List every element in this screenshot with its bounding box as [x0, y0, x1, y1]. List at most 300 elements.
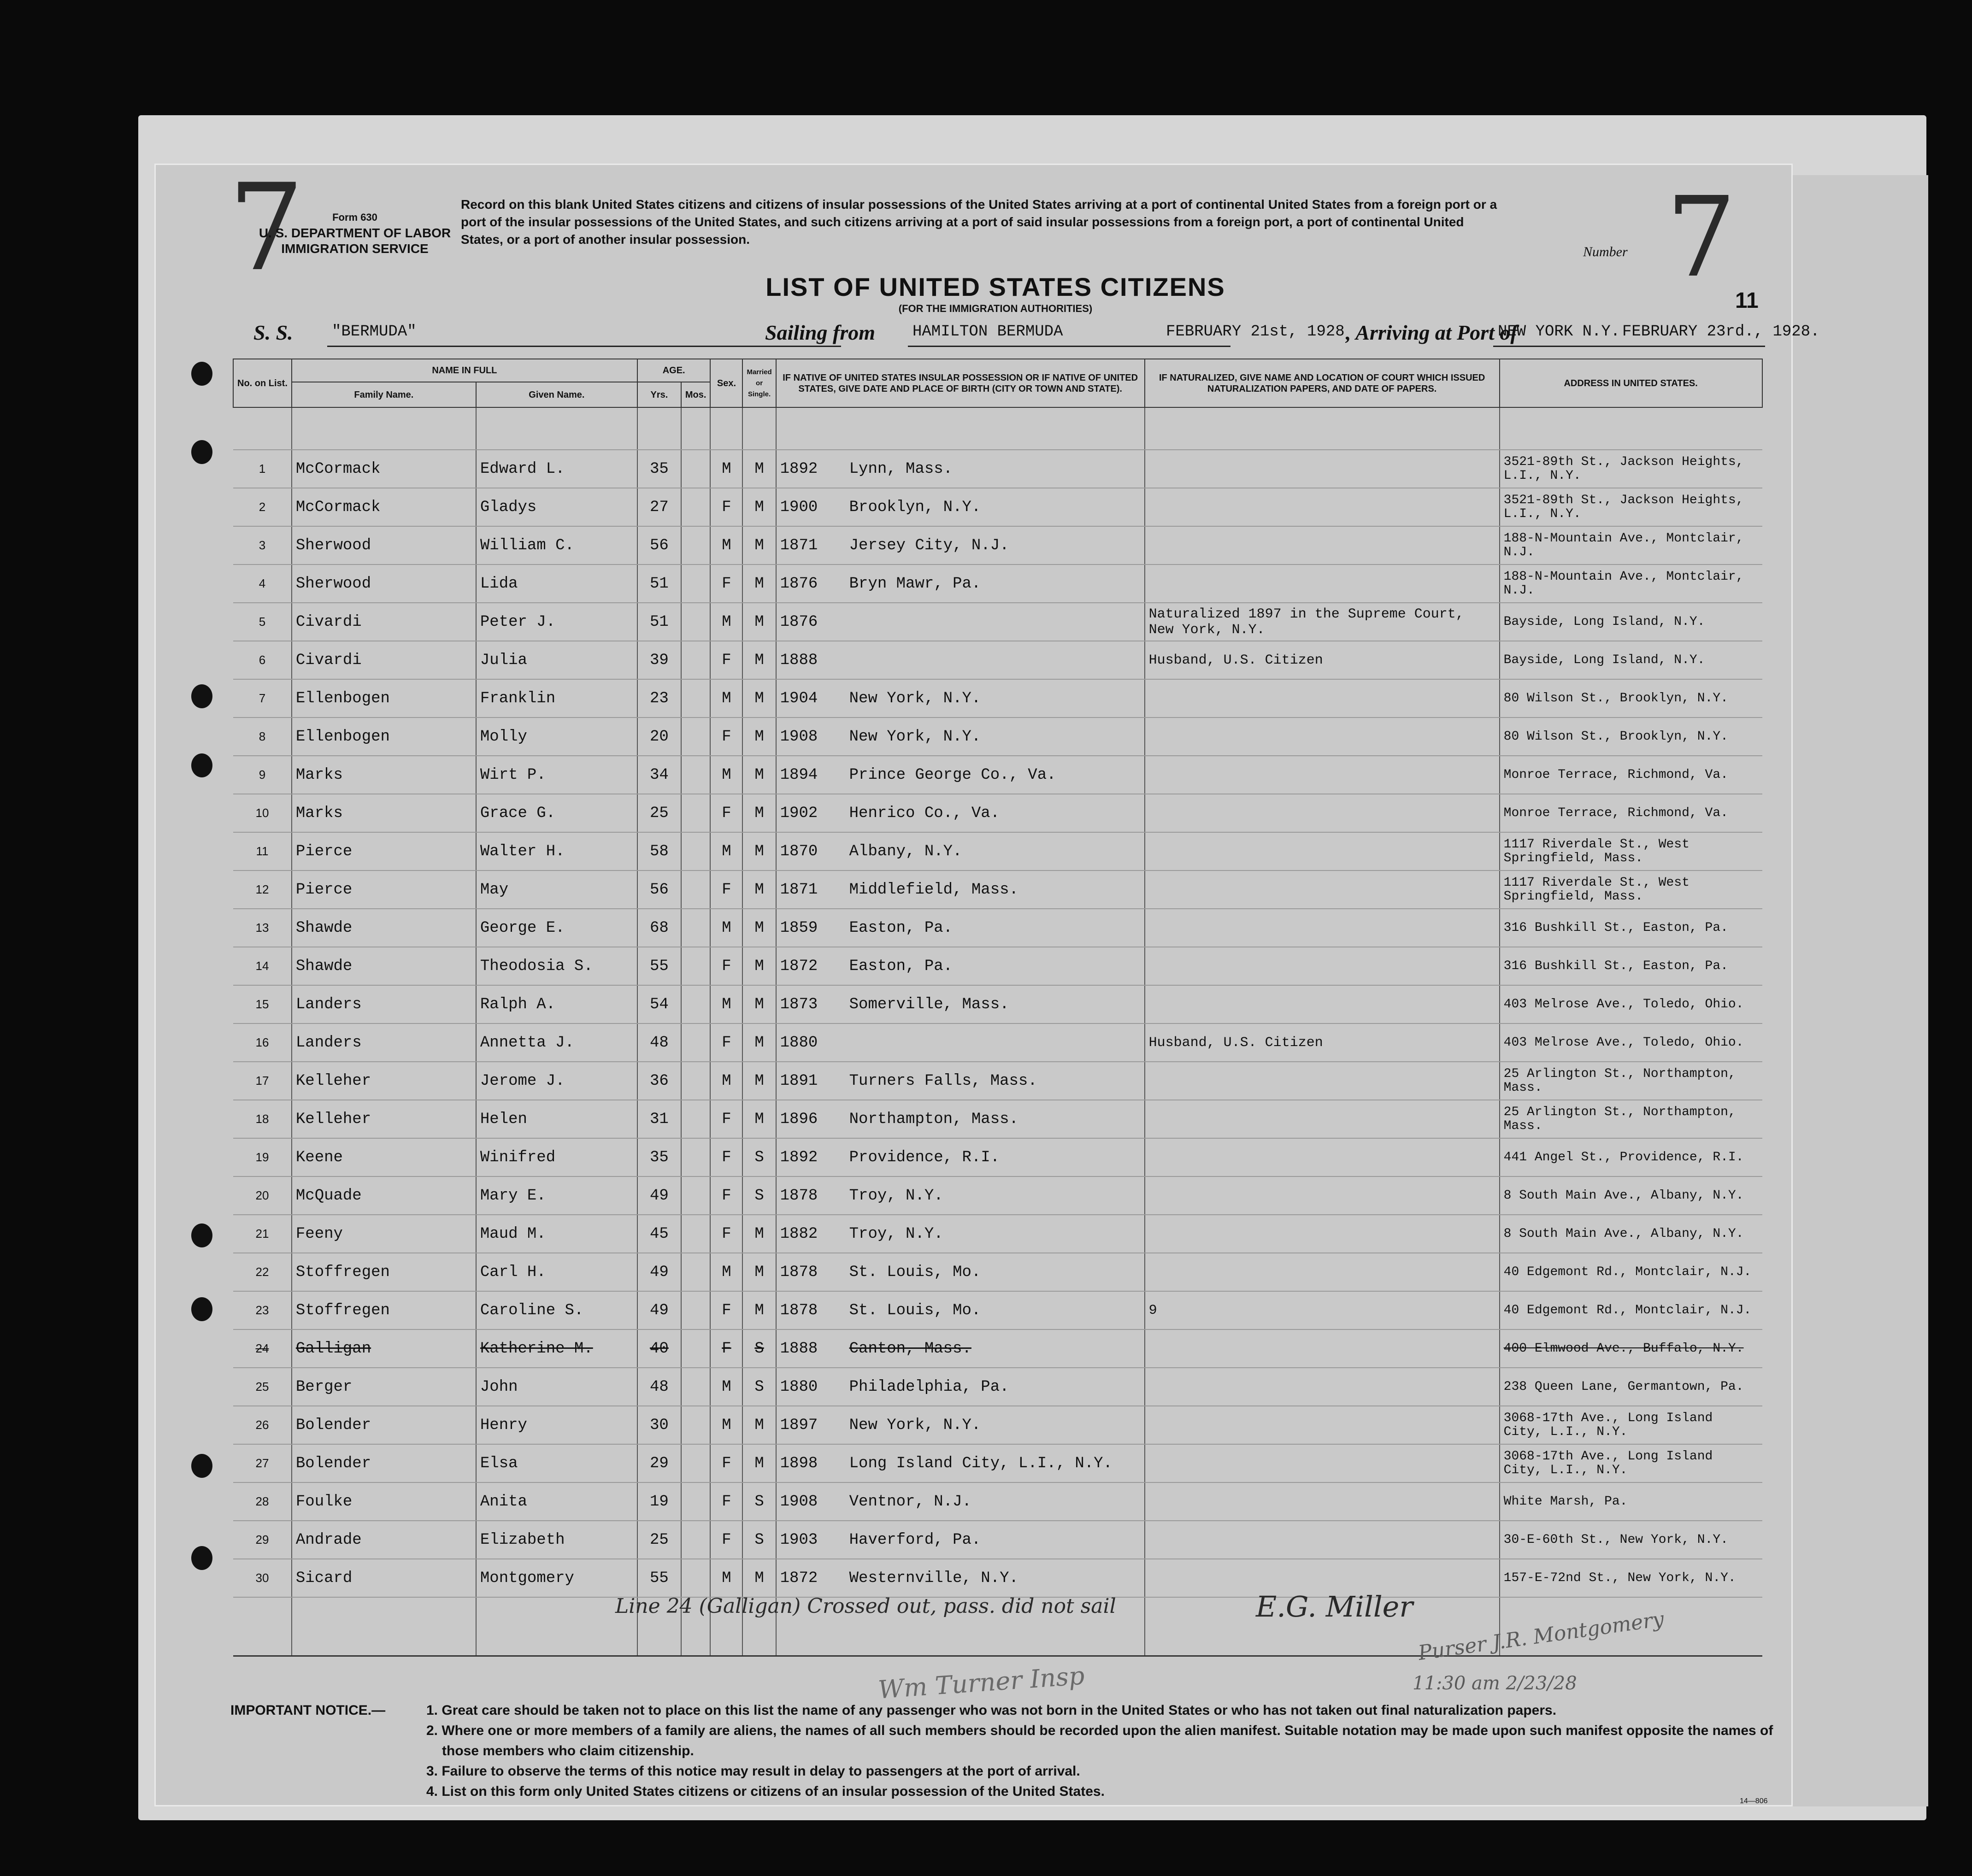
- cell-birth: [776, 756, 1145, 794]
- cell-ms: M: [742, 1023, 776, 1062]
- cell-yrs: 25: [637, 794, 681, 832]
- cell-yrs: 68: [637, 909, 681, 947]
- birth-place: Easton, Pa.: [849, 919, 953, 937]
- cell-sex: M: [710, 1253, 742, 1291]
- cell-yrs: 56: [637, 526, 681, 565]
- cell-no: 26: [233, 1406, 292, 1444]
- birth-year: 1898: [780, 1454, 818, 1472]
- page-title: LIST OF UNITED STATES CITIZENS: [765, 272, 1225, 301]
- cell-ms: M: [742, 1444, 776, 1482]
- cell-family: Civardi: [292, 641, 476, 679]
- cell-no: 7: [233, 679, 292, 717]
- cell-addr: 403 Melrose Ave., Toledo, Ohio.: [1500, 1023, 1762, 1062]
- col-sex: Sex.: [710, 359, 742, 407]
- cell-sex: M: [710, 1559, 742, 1597]
- cell-family: Shawde: [292, 909, 476, 947]
- cell-sex: M: [710, 832, 742, 870]
- cell-ms: M: [742, 832, 776, 870]
- cell-nat: 9: [1145, 1291, 1500, 1329]
- cell-addr: 40 Edgemont Rd., Montclair, N.J.: [1500, 1291, 1762, 1329]
- cell-ms: M: [742, 450, 776, 488]
- cell-sex: F: [710, 1291, 742, 1329]
- cell-birth: [776, 450, 1145, 488]
- cell-nat: [1145, 1482, 1500, 1521]
- cell-ms: M: [742, 679, 776, 717]
- cell-addr: 40 Edgemont Rd., Montclair, N.J.: [1500, 1253, 1762, 1291]
- table-row: [233, 526, 1762, 565]
- cell-no: 9: [233, 756, 292, 794]
- cell-addr: Monroe Terrace, Richmond, Va.: [1500, 794, 1762, 832]
- cell-yrs: 20: [637, 717, 681, 756]
- birth-year: 1873: [780, 995, 818, 1013]
- cell-no: 28: [233, 1482, 292, 1521]
- cell-no: 12: [233, 870, 292, 909]
- form-header: [228, 210, 482, 257]
- cell-family: Marks: [292, 794, 476, 832]
- cell-family: Landers: [292, 1023, 476, 1062]
- table-row: [233, 1521, 1762, 1559]
- cell-mos: [681, 488, 711, 526]
- cell-given: Helen: [476, 1100, 637, 1138]
- birth-year: 1880: [780, 1034, 818, 1052]
- birth-place: Westernville, N.Y.: [849, 1569, 1018, 1587]
- birth-year: 1871: [780, 881, 818, 899]
- col-address: ADDRESS IN UNITED STATES.: [1500, 359, 1762, 407]
- cell-addr: 3521-89th St., Jackson Heights, L.I., N.Y.: [1500, 450, 1762, 488]
- cell-addr: 1117 Riverdale St., West Springfield, Mass.: [1500, 870, 1762, 909]
- punch-hole: [191, 1454, 212, 1478]
- cell-ms: M: [742, 1406, 776, 1444]
- cell-mos: [681, 1253, 711, 1291]
- cell-addr: 1117 Riverdale St., West Springfield, Mass.: [1500, 832, 1762, 870]
- signature-miller: E.G. Miller: [1256, 1590, 1413, 1623]
- cell-family: McCormack: [292, 450, 476, 488]
- table-row: [233, 1368, 1762, 1406]
- cell-birth: [776, 1023, 1145, 1062]
- cell-ms: M: [742, 603, 776, 641]
- col-yrs: Yrs.: [637, 382, 681, 407]
- col-no: No. on List.: [233, 359, 292, 407]
- cell-nat: [1145, 526, 1500, 565]
- cell-sex: M: [710, 1062, 742, 1100]
- table-row: [233, 641, 1762, 679]
- ship-name: "BERMUDA": [332, 323, 417, 341]
- punch-hole: [191, 753, 212, 777]
- cell-birth: [776, 1368, 1145, 1406]
- cell-birth: [776, 1329, 1145, 1368]
- col-family-name: Family Name.: [292, 382, 476, 407]
- cell-nat: [1145, 1215, 1500, 1253]
- cell-no: 14: [233, 947, 292, 985]
- cell-family: McCormack: [292, 488, 476, 526]
- cell-family: Stoffregen: [292, 1291, 476, 1329]
- cell-ms: M: [742, 1253, 776, 1291]
- cell-sex: M: [710, 1406, 742, 1444]
- cell-family: Sherwood: [292, 526, 476, 565]
- punch-hole: [191, 440, 212, 464]
- cell-nat: [1145, 756, 1500, 794]
- cell-sex: F: [710, 641, 742, 679]
- cell-sex: F: [710, 1100, 742, 1138]
- cell-addr: 3521-89th St., Jackson Heights, L.I., N.Y.: [1500, 488, 1762, 526]
- cell-ms: M: [742, 641, 776, 679]
- cell-yrs: 27: [637, 488, 681, 526]
- birth-year: 1897: [780, 1416, 818, 1434]
- table-row: [233, 1406, 1762, 1444]
- birth-year: 1872: [780, 1569, 818, 1587]
- number-label: Number: [1583, 244, 1628, 259]
- cell-mos: [681, 870, 711, 909]
- form-number: Form 630: [332, 212, 377, 223]
- cell-no: 24: [233, 1329, 292, 1368]
- cell-sex: M: [710, 526, 742, 565]
- cell-mos: [681, 641, 711, 679]
- cell-no: 11: [233, 832, 292, 870]
- cell-family: Ellenbogen: [292, 679, 476, 717]
- cell-addr: 3068-17th Ave., Long Island City, L.I., N.Y.: [1500, 1444, 1762, 1482]
- cell-nat: [1145, 1062, 1500, 1100]
- cell-given: Julia: [476, 641, 637, 679]
- birth-year: 1870: [780, 842, 818, 860]
- sailing-date: FEBRUARY 21st, 1928: [1166, 323, 1345, 341]
- birth-place: Troy, N.Y.: [849, 1225, 943, 1243]
- cell-given: Henry: [476, 1406, 637, 1444]
- cell-ms: S: [742, 1176, 776, 1215]
- cell-addr: 157-E-72nd St., New York, N.Y.: [1500, 1559, 1762, 1597]
- cell-nat: [1145, 947, 1500, 985]
- cell-sex: F: [710, 1521, 742, 1559]
- birth-year: 1892: [780, 1148, 818, 1166]
- cell-family: Kelleher: [292, 1100, 476, 1138]
- cell-family: Pierce: [292, 870, 476, 909]
- cell-sex: M: [710, 450, 742, 488]
- cell-addr: 25 Arlington St., Northampton, Mass.: [1500, 1100, 1762, 1138]
- cell-birth: [776, 1062, 1145, 1100]
- arriving-label: , Arriving at Port of: [1346, 321, 1518, 344]
- cell-family: Landers: [292, 985, 476, 1023]
- cell-given: John: [476, 1368, 637, 1406]
- cell-nat: [1145, 1329, 1500, 1368]
- punch-hole: [191, 362, 212, 386]
- table-row: [233, 1176, 1762, 1215]
- cell-birth: [776, 1559, 1145, 1597]
- cell-family: Stoffregen: [292, 1253, 476, 1291]
- back-sheet-edge: [1788, 175, 1928, 1806]
- cell-given: Grace G.: [476, 794, 637, 832]
- cell-addr: Bayside, Long Island, N.Y.: [1500, 641, 1762, 679]
- cell-given: Annetta J.: [476, 1023, 637, 1062]
- cell-addr: 80 Wilson St., Brooklyn, N.Y.: [1500, 717, 1762, 756]
- cell-yrs: 23: [637, 679, 681, 717]
- punch-hole: [191, 1223, 212, 1247]
- cell-birth: [776, 717, 1145, 756]
- cell-no: 16: [233, 1023, 292, 1062]
- table-row: [233, 794, 1762, 832]
- important-notice: [230, 1700, 1784, 1802]
- cell-given: Elsa: [476, 1444, 637, 1482]
- notice-item: 3. Failure to observe the terms of this notice may result in delay to passengers at the port of arrival.: [426, 1764, 1080, 1779]
- birth-year: 1892: [780, 460, 818, 478]
- birth-place: Ventnor, N.J.: [849, 1493, 971, 1511]
- cell-nat: Naturalized 1897 in the Supreme Court, New York, N.Y.: [1145, 603, 1500, 641]
- cell-family: Ellenbogen: [292, 717, 476, 756]
- cell-ms: S: [742, 1368, 776, 1406]
- cell-sex: F: [710, 1138, 742, 1176]
- cell-sex: F: [710, 1023, 742, 1062]
- birth-year: 1878: [780, 1263, 818, 1281]
- cell-birth: [776, 565, 1145, 603]
- birth-year: 1878: [780, 1301, 818, 1319]
- col-name-in-full: NAME IN FULL: [292, 359, 637, 382]
- birth-place: Northampton, Mass.: [849, 1110, 1018, 1128]
- cell-addr: Monroe Terrace, Richmond, Va.: [1500, 756, 1762, 794]
- cell-mos: [681, 909, 711, 947]
- col-birth: IF NATIVE OF UNITED STATES INSULAR POSSESSION OR IF NATIVE OF UNITED STATES, GIVE DATE AND PLACE OF BIRTH (CITY OR TOWN AND STATE).: [776, 359, 1145, 407]
- cell-mos: [681, 756, 711, 794]
- birth-place: Long Island City, L.I., N.Y.: [849, 1454, 1113, 1472]
- cell-no: 19: [233, 1138, 292, 1176]
- cell-given: Winifred: [476, 1138, 637, 1176]
- birth-place: St. Louis, Mo.: [849, 1263, 981, 1281]
- cell-ms: M: [742, 1215, 776, 1253]
- cell-given: Franklin: [476, 679, 637, 717]
- cell-given: Ralph A.: [476, 985, 637, 1023]
- birth-year: 1876: [780, 613, 818, 631]
- birth-place: Philadelphia, Pa.: [849, 1378, 1009, 1396]
- cell-ms: M: [742, 565, 776, 603]
- cell-birth: [776, 1253, 1145, 1291]
- cell-nat: [1145, 1444, 1500, 1482]
- cell-no: 1: [233, 450, 292, 488]
- birth-year: 1902: [780, 804, 818, 822]
- cell-no: 10: [233, 794, 292, 832]
- cell-given: Edward L.: [476, 450, 637, 488]
- notice-item: 1. Great care should be taken not to place on this list the name of any passenger who was not born in the United States or who has not taken out final naturalization papers.: [426, 1703, 1557, 1718]
- cell-mos: [681, 985, 711, 1023]
- cell-yrs: 35: [637, 450, 681, 488]
- cell-addr: 400 Elmwood Ave., Buffalo, N.Y.: [1500, 1329, 1762, 1368]
- arrival-time-stamp: 11:30 am 2/23/28: [1413, 1673, 1577, 1694]
- cell-sex: F: [710, 565, 742, 603]
- cell-nat: [1145, 1138, 1500, 1176]
- birth-year: 1891: [780, 1072, 818, 1090]
- cell-mos: [681, 717, 711, 756]
- cell-birth: [776, 1176, 1145, 1215]
- cell-yrs: 19: [637, 1482, 681, 1521]
- cell-birth: [776, 985, 1145, 1023]
- col-married-single: Married or Single.: [742, 359, 776, 407]
- cell-sex: F: [710, 794, 742, 832]
- cell-yrs: 45: [637, 1215, 681, 1253]
- cell-family: McQuade: [292, 1176, 476, 1215]
- cell-no: 8: [233, 717, 292, 756]
- birth-year: 1876: [780, 575, 818, 593]
- cell-mos: [681, 450, 711, 488]
- passenger-table: [233, 359, 1763, 1657]
- cell-family: Feeny: [292, 1215, 476, 1253]
- cell-yrs: 36: [637, 1062, 681, 1100]
- cell-mos: [681, 1329, 711, 1368]
- cell-nat: [1145, 565, 1500, 603]
- table-row: [233, 488, 1762, 526]
- cell-addr: 8 South Main Ave., Albany, N.Y.: [1500, 1176, 1762, 1215]
- cell-mos: [681, 832, 711, 870]
- cell-mos: [681, 526, 711, 565]
- cell-mos: [681, 1100, 711, 1138]
- cell-family: Marks: [292, 756, 476, 794]
- sailing-from: HAMILTON BERMUDA: [912, 323, 1063, 341]
- cell-addr: Bayside, Long Island, N.Y.: [1500, 603, 1762, 641]
- cell-yrs: 48: [637, 1023, 681, 1062]
- cell-family: Sicard: [292, 1559, 476, 1597]
- cell-no: 21: [233, 1215, 292, 1253]
- cell-yrs: 30: [637, 1406, 681, 1444]
- notice-lead: IMPORTANT NOTICE.—: [230, 1703, 386, 1718]
- cell-sex: F: [710, 1444, 742, 1482]
- birth-place: Somerville, Mass.: [849, 995, 1009, 1013]
- cell-no: 23: [233, 1291, 292, 1329]
- page-subtitle: (FOR THE IMMIGRATION AUTHORITIES): [898, 303, 1093, 314]
- table-row: [233, 1444, 1762, 1482]
- cell-addr: 3068-17th Ave., Long Island City, L.I., N.Y.: [1500, 1406, 1762, 1444]
- col-mos: Mos.: [681, 382, 711, 407]
- cell-ms: M: [742, 794, 776, 832]
- birth-place: Turners Falls, Mass.: [849, 1072, 1037, 1090]
- service-label: IMMIGRATION SERVICE: [281, 241, 429, 256]
- cell-addr: 188-N-Mountain Ave., Montclair, N.J.: [1500, 526, 1762, 565]
- arrival-port: NEW YORK N.Y.: [1498, 323, 1620, 341]
- manifest-sheet: [154, 159, 1820, 1806]
- cell-family: Foulke: [292, 1482, 476, 1521]
- cell-sex: F: [710, 1215, 742, 1253]
- cell-given: May: [476, 870, 637, 909]
- cell-given: Maud M.: [476, 1215, 637, 1253]
- birth-place: Haverford, Pa.: [849, 1531, 981, 1549]
- cell-yrs: 49: [637, 1253, 681, 1291]
- cell-ms: S: [742, 1482, 776, 1521]
- cell-ms: M: [742, 1559, 776, 1597]
- table-row: [233, 756, 1762, 794]
- cell-birth: [776, 1521, 1145, 1559]
- birth-place: New York, N.Y.: [849, 689, 981, 707]
- cell-addr: 188-N-Mountain Ave., Montclair, N.J.: [1500, 565, 1762, 603]
- table-row: [233, 1138, 1762, 1176]
- cell-nat: [1145, 832, 1500, 870]
- cell-birth: [776, 679, 1145, 717]
- cell-family: Andrade: [292, 1521, 476, 1559]
- cell-birth: [776, 1482, 1145, 1521]
- cell-ms: M: [742, 717, 776, 756]
- cell-ms: S: [742, 1521, 776, 1559]
- cell-sex: M: [710, 756, 742, 794]
- birth-year: 1904: [780, 689, 818, 707]
- cell-birth: [776, 832, 1145, 870]
- cell-sex: M: [710, 679, 742, 717]
- cell-ms: M: [742, 909, 776, 947]
- cell-nat: [1145, 1100, 1500, 1138]
- birth-place: Albany, N.Y.: [849, 842, 962, 860]
- punch-hole: [191, 684, 212, 708]
- col-age: AGE.: [637, 359, 711, 382]
- cell-no: 18: [233, 1100, 292, 1138]
- cell-family: Kelleher: [292, 1062, 476, 1100]
- birth-place: Providence, R.I.: [849, 1148, 1000, 1166]
- cell-given: Montgomery: [476, 1559, 637, 1597]
- cell-family: Pierce: [292, 832, 476, 870]
- cell-mos: [681, 1406, 711, 1444]
- cell-mos: [681, 947, 711, 985]
- cell-family: Bolender: [292, 1406, 476, 1444]
- cell-family: Bolender: [292, 1444, 476, 1482]
- table-row: [233, 870, 1762, 909]
- cell-yrs: 54: [637, 985, 681, 1023]
- birth-year: 1880: [780, 1378, 818, 1396]
- cell-ms: M: [742, 526, 776, 565]
- cell-nat: [1145, 1406, 1500, 1444]
- cell-ms: M: [742, 1100, 776, 1138]
- birth-year: 1903: [780, 1531, 818, 1549]
- purser-signature: Purser J.R. Montgomery: [1417, 1607, 1666, 1665]
- cell-birth: [776, 1138, 1145, 1176]
- cell-birth: [776, 947, 1145, 985]
- inspector-signature: Wm Turner Insp: [877, 1661, 1086, 1705]
- table-row: [233, 565, 1762, 603]
- cell-given: Katherine M.: [476, 1329, 637, 1368]
- cell-sex: F: [710, 1482, 742, 1521]
- cell-yrs: 31: [637, 1100, 681, 1138]
- cell-nat: Husband, U.S. Citizen: [1145, 1023, 1500, 1062]
- cell-nat: [1145, 794, 1500, 832]
- cell-no: 22: [233, 1253, 292, 1291]
- cell-yrs: 35: [637, 1138, 681, 1176]
- cell-birth: [776, 1406, 1145, 1444]
- birth-year: 1888: [780, 1340, 818, 1358]
- cell-family: Berger: [292, 1368, 476, 1406]
- cell-no: 30: [233, 1559, 292, 1597]
- notice-item: 2. Where one or more members of a family are aliens, the names of all such members should be recorded upon the alien manifest. Suitable notation may be made upon such manifest opposite the names of those members who claim citizenship.: [426, 1723, 1773, 1758]
- cell-family: Shawde: [292, 947, 476, 985]
- cell-mos: [681, 1062, 711, 1100]
- cell-given: George E.: [476, 909, 637, 947]
- cell-sex: F: [710, 717, 742, 756]
- cell-given: Lida: [476, 565, 637, 603]
- birth-year: 1872: [780, 957, 818, 975]
- birth-place: Lynn, Mass.: [849, 460, 953, 478]
- cell-addr: 441 Angel St., Providence, R.I.: [1500, 1138, 1762, 1176]
- cell-no: 6: [233, 641, 292, 679]
- cell-ms: M: [742, 488, 776, 526]
- cell-addr: 238 Queen Lane, Germantown, Pa.: [1500, 1368, 1762, 1406]
- cell-ms: S: [742, 1138, 776, 1176]
- cell-yrs: 55: [637, 947, 681, 985]
- cell-no: 17: [233, 1062, 292, 1100]
- cell-sex: M: [710, 1368, 742, 1406]
- cell-yrs: 40: [637, 1329, 681, 1368]
- cell-nat: [1145, 1368, 1500, 1406]
- cell-no: 29: [233, 1521, 292, 1559]
- cell-given: Elizabeth: [476, 1521, 637, 1559]
- cell-yrs: 58: [637, 832, 681, 870]
- table-row: [233, 679, 1762, 717]
- birth-place: Brooklyn, N.Y.: [849, 498, 981, 516]
- arrival-date: FEBRUARY 23rd., 1928.: [1622, 323, 1820, 341]
- record-instructions: Record on this blank United States citizens and citizens of insular possessions of the United States arriving at a port of continental United States from a foreign port or a port of the insular possessions of the United States, and such citizens arriving at a port of said insular possessions from a foreign port, a port of continental United States, or a port of another insular possession.: [461, 197, 1497, 247]
- cell-given: Peter J.: [476, 603, 637, 641]
- cell-ms: M: [742, 1291, 776, 1329]
- cell-mos: [681, 1482, 711, 1521]
- sailing-label: Sailing from: [765, 321, 876, 344]
- cell-yrs: 51: [637, 565, 681, 603]
